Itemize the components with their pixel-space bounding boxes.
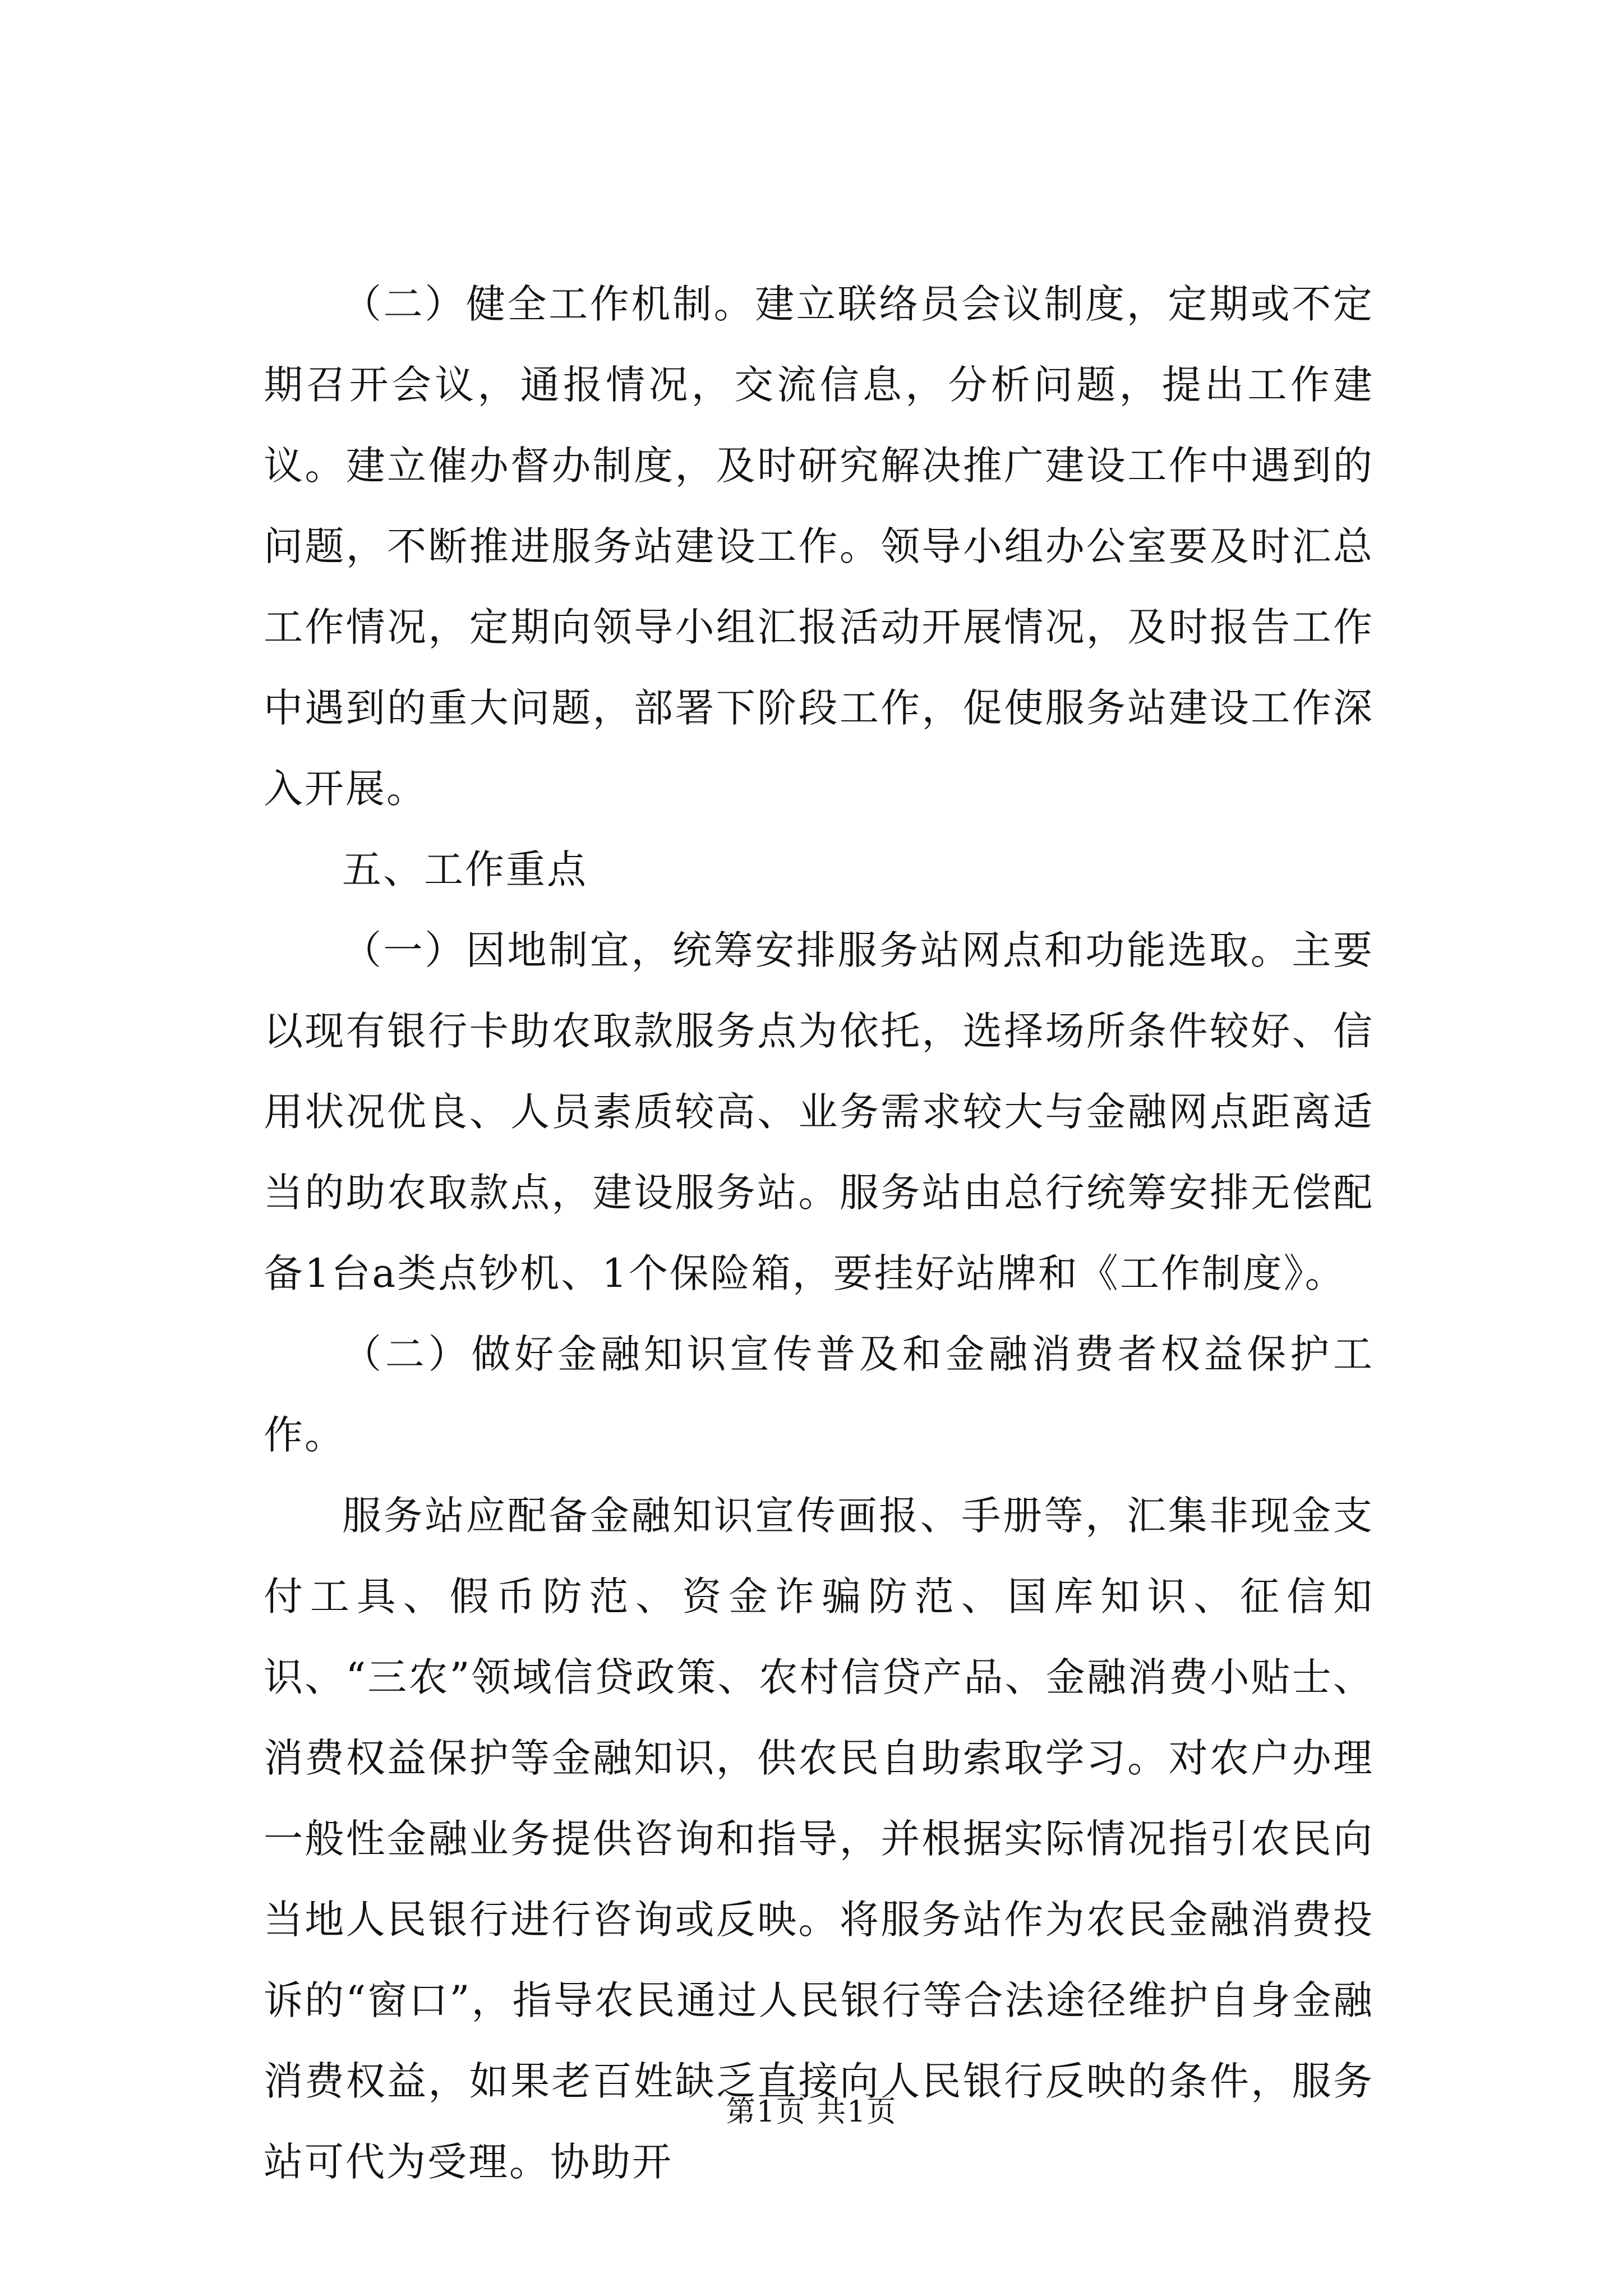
paragraph-work-mechanism: （二）健全工作机制。建立联络员会议制度，定期或不定期召开会议，通报情况，交流信息，分析问题，提出工作建议。建立催办督办制度，及时研究解决推广建设工作中遇到的问题，不断推进服务站建设工作。领导小组办公室要及时汇总工作情况，定期向领导小组汇报活动开展情况，及时报告工作中遇到的重大问题，部署下阶段工作，促使服务站建设工作深入开展。: [264, 281, 1374, 812]
paragraph-service-station-layout: （一）因地制宜，统筹安排服务站网点和功能选取。主要以现有银行卡助农取款服务点为依托，选择场所条件较好、信用状况优良、人员素质较高、业务需求较大与金融网点距离适当的助农取款点，建设服务站。服务站由总行统筹安排无偿配备1台a类点钞机、1个保险箱，要挂好站牌和《工作制度》。: [264, 927, 1374, 1296]
paragraph-financial-knowledge-heading: （二）做好金融知识宣传普及和金融消费者权益保护工作。: [264, 1331, 1374, 1458]
document-body: [264, 264, 1374, 2202]
paragraph-financial-knowledge-body: 服务站应配备金融知识宣传画报、手册等，汇集非现金支付工具、假币防范、资金诈骗防范、国库知识、征信知识、“三农”领域信贷政策、农村信贷产品、金融消费小贴士、消费权益保护等金融知识，供农民自助索取学习。对农户办理一般性金融业务提供咨询和指导，并根据实际情况指引农民向当地人民银行进行咨询或反映。将服务站作为农民金融消费投诉的“窗口”，指导农民通过人民银行等合法途径维护自身金融消费权益，如果老百姓缺乏直接向人民银行反映的条件，服务站可代为受理。协助开: [264, 1493, 1374, 2185]
page-footer: 第1页 共1页: [726, 2095, 897, 2129]
section-heading-work-focus: 五、工作重点: [342, 846, 588, 892]
